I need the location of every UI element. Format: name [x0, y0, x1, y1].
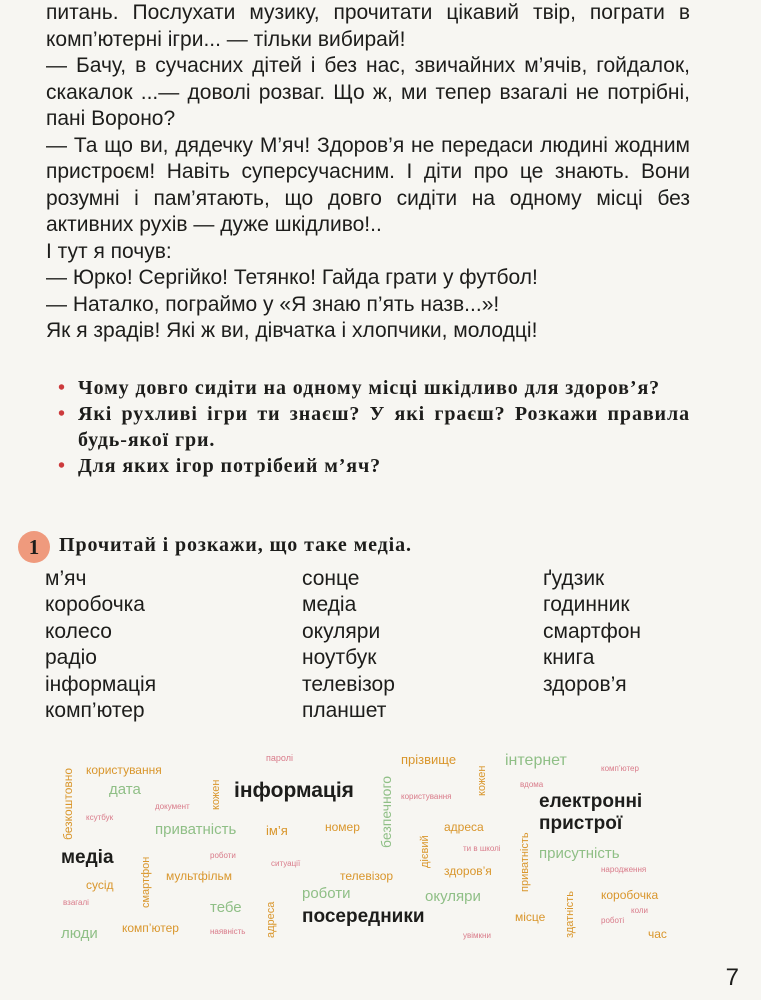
cloud-word: комп’ютер — [122, 921, 179, 935]
story-paragraph: питань. Послухати музику, прочитати цікавий твір, пограти в комп’ютерні ігри... — тільки вибирай! — [46, 1, 690, 51]
question-item: • Які рухливі ігри ти знаєш? У які граєш? Розкажи правила будь-якої гри. — [58, 403, 690, 451]
cloud-word: користування — [86, 763, 162, 777]
cloud-word: номер — [325, 820, 360, 834]
cloud-word: роботи — [210, 851, 236, 860]
cloud-word: мультфільм — [166, 869, 232, 883]
cloud-word: тебе — [210, 899, 242, 916]
word-item: здоров’я — [543, 672, 627, 696]
story-paragraph: — Юрко! Сергійко! Тетянко! Гайда грати у футбол! — [46, 266, 538, 289]
cloud-word: адреса — [444, 820, 484, 834]
cloud-word: прізвище — [401, 752, 457, 767]
word-column-1 — [45, 566, 156, 724]
cloud-word: комп’ютер — [601, 764, 639, 773]
word-column-2 — [302, 566, 395, 724]
cloud-word: наявність — [210, 927, 246, 936]
cloud-word: документ — [155, 802, 190, 811]
cloud-word: коробочка — [601, 888, 659, 902]
question-item: • Чому довго сидіти на одному місці шкідливо для здоров’я? — [58, 377, 661, 399]
word-item: окуляри — [302, 619, 381, 643]
word-item: радіо — [45, 646, 97, 670]
cloud-word: інтернет — [505, 752, 567, 769]
story-paragraph: — Та що ви, дядечку М’яч! Здоров’я не передаси людині жодним пристроєм! Навіть суперсучасним. І діти про це знають. Вони розумні і пам’ятають, що довго сидіти на одному місці без активних рухів — дуже шкідливо!.. — [46, 133, 690, 236]
cloud-word: безпечного — [378, 775, 394, 848]
word-item: коробочка — [45, 593, 145, 617]
questions-list — [58, 375, 690, 479]
cloud-word: інформація — [234, 779, 354, 802]
word-item: ґудзик — [543, 567, 605, 590]
task-number-badge: 1 — [18, 531, 50, 563]
cloud-word: приватність — [155, 821, 237, 838]
word-item: смартфон — [543, 619, 642, 643]
cloud-word: приватність — [519, 832, 531, 892]
cloud-word: адреса — [265, 901, 277, 938]
cloud-word: час — [648, 927, 667, 941]
word-item: телевізор — [302, 672, 395, 696]
cloud-word: здоров’я — [444, 864, 492, 878]
story-paragraph: — Наталко, пограймо у «Я знаю п’ять назв...»! — [46, 292, 500, 316]
cloud-word: вдома — [520, 780, 544, 789]
word-item: ноутбук — [302, 646, 377, 670]
cloud-word: здатність — [564, 891, 576, 938]
word-item: медіа — [302, 593, 357, 617]
bullet-icon: • — [58, 403, 66, 425]
cloud-word: місце — [515, 910, 546, 924]
word-item: сонце — [302, 567, 360, 590]
story-paragraph: — Бачу, в сучасних дітей і без нас, звичайних м’ячів, гойдалок, скакалок ...— доволі розваг. Що ж, ми тепер взагалі не потрібні, пані Вороно? — [46, 54, 690, 130]
word-column-3 — [543, 566, 641, 698]
cloud-word: медіа — [61, 847, 114, 868]
cloud-word: народження — [601, 865, 647, 874]
question-item: • Для яких ігор потрібеий м’яч? — [58, 455, 382, 477]
bullet-icon: • — [58, 455, 66, 477]
cloud-word: телевізор — [340, 869, 394, 883]
cloud-word: дієвий — [419, 835, 431, 868]
bullet-icon: • — [58, 377, 66, 399]
story-text — [46, 0, 690, 345]
cloud-word: дата — [109, 781, 141, 798]
cloud-word: взагалі — [63, 898, 89, 907]
word-item: колесо — [45, 619, 112, 643]
cloud-word: сусід — [86, 878, 114, 892]
cloud-word: безкоштовно — [61, 767, 75, 840]
cloud-word: електронні — [539, 791, 643, 812]
word-item: годинник — [543, 593, 630, 617]
cloud-word: паролі — [266, 753, 293, 763]
word-item: комп’ютер — [45, 699, 145, 723]
word-item: м’яч — [45, 567, 87, 590]
cloud-word: ситуації — [271, 859, 301, 868]
cloud-word: користування — [401, 792, 452, 801]
cloud-word: ксутбук — [86, 813, 114, 822]
cloud-word: увімкни — [463, 931, 491, 940]
word-item: планшет — [302, 699, 387, 723]
cloud-word: кожен — [210, 779, 222, 810]
cloud-word: смартфон — [140, 856, 152, 908]
cloud-word: коли — [631, 906, 648, 915]
cloud-word: роботи — [302, 885, 351, 902]
cloud-word: роботі — [601, 916, 625, 925]
cloud-word: люди — [61, 925, 98, 942]
cloud-word: окуляри — [425, 888, 481, 905]
cloud-word: присутність — [539, 845, 620, 862]
cloud-word: ти в школі — [463, 844, 501, 853]
story-paragraph: Як я зрадів! Які ж ви, дівчатка і хлопчики, молодці! — [46, 319, 538, 342]
page-number: 7 — [725, 964, 739, 991]
word-item: інформація — [45, 672, 157, 696]
word-item: книга — [543, 646, 595, 670]
task-heading — [18, 531, 698, 563]
cloud-word: кожен — [476, 765, 488, 796]
cloud-word: посередники — [302, 906, 425, 927]
task-instruction: Прочитай і розкажи, що таке медіа. — [59, 534, 412, 556]
word-cloud — [0, 740, 761, 950]
cloud-word: пристрої — [539, 813, 623, 834]
story-paragraph: І тут я почув: — [46, 239, 172, 263]
cloud-word: ім’я — [266, 823, 288, 838]
